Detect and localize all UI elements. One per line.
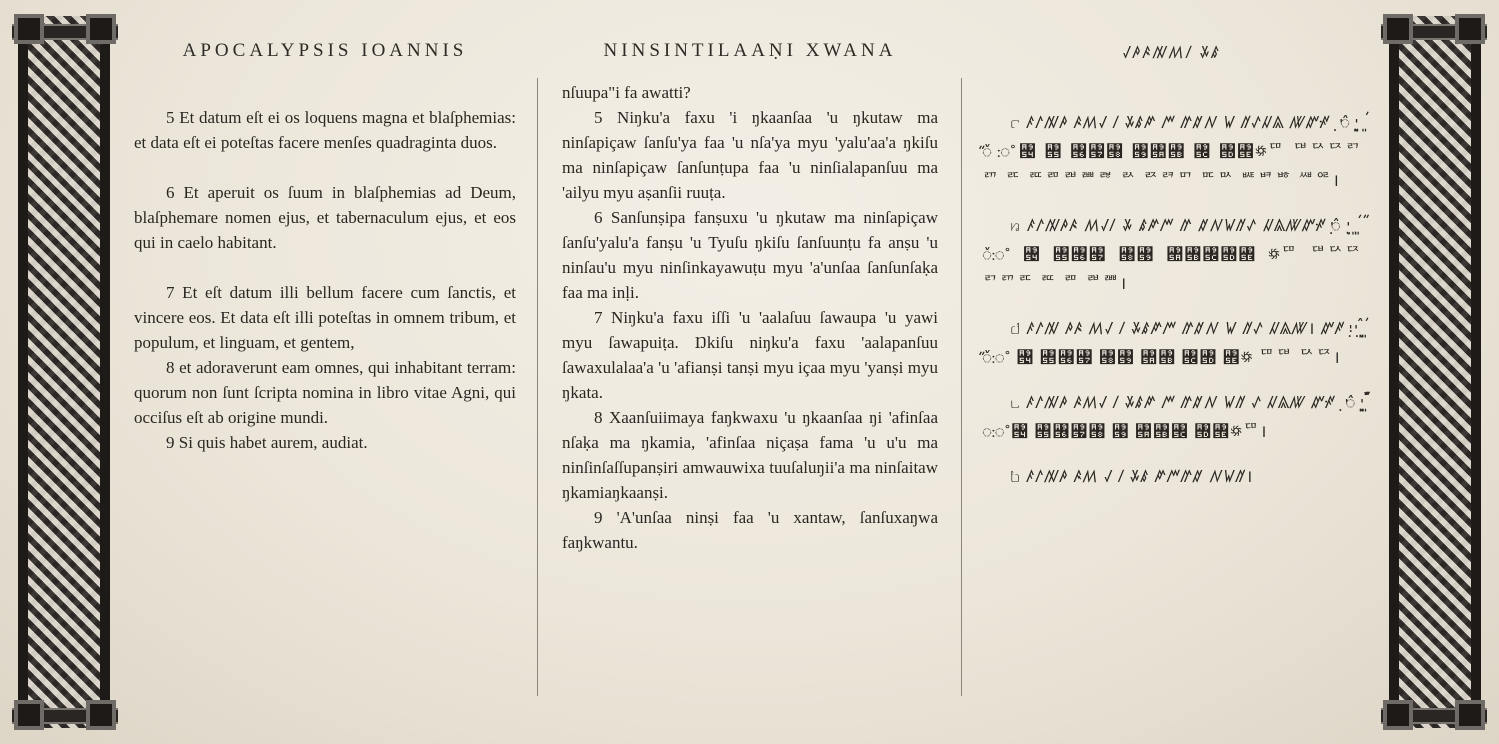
native-script-text [982, 108, 1362, 507]
verse-9: 9 Si quis habet aurem, audiat. [166, 433, 368, 452]
verse-7: ꤇ ꤰꤱꤲ ꤳꤴ ꤵꤶ ꤷ ꤸꤹꤺꤻ ꤼꤽꤾ ꤿ ꥀꥁ ꥂꥃꥄ। ꥅꥆ ꥇꥈꥉ ꥊꥋ ꥌꥍꥎꥏ ꥐꥑꥒ꥓ ꥔ ꥕꥖꥗ ꥘꥙ ꥚꥛ ꥜꥝ ꥞꥟ ꥠꥡ ꥢꥣ। [982, 319, 1362, 367]
verse-5: 5 Niŋku'a faxu 'i ŋkaanſaa 'u ŋkutaw ma ninſapiçaw ſanſu'ya faa 'u nſa'ya myu 'yalu'aa'a ŋkiſu ma ninſapiçaw ſanſunṭupa faa 'u ninſialapanſuu ma 'ailyu myu aṣanſii ruuṭa. [562, 108, 938, 202]
verse-7: 7 Niŋku'a faxu iſſi 'u 'aalaſuu ſawaupa 'u yawi myu ſawapuiṭa. Ŋkiſu niŋku'a faxu 'aalapanſuu ſawaxulalaa'a 'u 'afianṣi tanṣi myu içaa myu 'yanṣi myu ŋkata. [562, 308, 938, 402]
corner-ornament [1455, 14, 1485, 44]
verse-9: ꤉ ꤰꤱꤲꤳ ꤴꤵ ꤶ ꤷ ꤸꤹ ꤺꤻꤼꤽ ꤾꤿꥀ। [1010, 467, 1254, 486]
corner-ornament [14, 700, 44, 730]
verse-8: ꤈ ꤰꤱꤲꤳ ꤴꤵꤶ ꤷ ꤸꤹꤺ ꤻ ꤼꤽꤾ ꤿꥀ ꥁ ꥂꥃꥄ ꥅꥆꥇ ꥈ ꥉꥊ ꥋꥌꥍꥎꥏꥐꥑ ꥒ꥓꥔ ꥕꥖꥗꥘ ꥙ ꥚꥛꥜ ꥝꥞꥟ꥠ। [982, 393, 1362, 441]
verse-8: 8 Xaanſuiimaya faŋkwaxu 'u ŋkaanſaa ŋi 'afinſaa nſaḳa ma ŋkamia, 'afinſaa niçaṣa fama 'u u'u ma ninſinſaſſupanṣiri amwauwixa tuuſaluŋii'a ma ninſaitaw ŋkamiaŋkaanṣi. [562, 408, 938, 502]
latin-column [134, 0, 516, 744]
ninsintilaani-column [562, 0, 938, 744]
corner-ornament [1383, 14, 1413, 44]
right-ornamental-border [1389, 16, 1481, 728]
native-script-column [982, 0, 1362, 744]
verse-6: 6 Sanſunṣipa fanṣuxu 'u ŋkutaw ma ninſapiçaw ſanſu'yalu'a fanṣu 'u Tyuſu ŋkiſu ſanſuunṭu fa anṣu 'u ninſau'u myu ninſinkayawuṭu myu 'a'unſaa ſanſunſaḳa faa ma inḷi. [562, 208, 938, 302]
verse-8: 8 et adoraverunt eam omnes, qui inhabitant terram: quorum non ſunt ſcripta nomina in libro vitae Agni, qui occiſus eſt ab origine mundi. [134, 358, 516, 427]
corner-ornament [86, 700, 116, 730]
corner-ornament [14, 14, 44, 44]
verse-5: ꤅ ꤰꤱꤲꤳ ꤴꤵꤶ ꤷ ꤸꤹꤺ ꤻ ꤼꤽꤾ ꤿ ꥀꥁꥂꥃ ꥄꥅꥆꥇ ꥈ ꥉꥊ ꥋꥌꥍ ꥎꥏ ꥐꥑ ꥒ꥓꥔ ꥕ ꥖꥗꥘ ꥙꥚꥛ ꥜ ꥝꥞꥟ꥠ ꥡꥢꥣꥤ ꥥ ꥦ ꥧꥨꥩꥪꥫ ꥬ ꥭꥮꥯ ꥰꥱ ꥲꥳꥴ ꥵꥶ। [982, 113, 1362, 190]
corner-ornament [1383, 700, 1413, 730]
verse-9: 9 'A'unſaa ninṣi faa 'u xantaw, ſanſuxaŋwa faŋkwantu. [562, 508, 938, 552]
ninsintilaani-text [562, 80, 938, 555]
column-divider [961, 78, 962, 696]
verse-7: 7 Et eſt datum illi bellum facere cum ſanctis, et vincere eos. Et data eſt illi poteſtas in omnem tribum, et populum, et linguam, et gentem, [134, 283, 516, 352]
latin-title: APOCALYPSIS IOANNIS [182, 40, 468, 61]
left-ornamental-border [18, 16, 110, 728]
verse-continuation: nſuupa"i fa awatti? [562, 83, 691, 102]
native-script-title: ꤶꤳꤴꤲꤵꤷ ꤸꤹ [1122, 43, 1222, 62]
column-divider [537, 78, 538, 696]
corner-ornament [1455, 700, 1485, 730]
verse-6: ꤆ ꤰꤱꤲꤳꤴ ꤵꤶꤷ ꤸ ꤹꤺꤻ ꤼ ꤽꤾꤿꥀꥁ ꥂꥃꥄꥅꥆꥇ ꥈꥉꥊ ꥋꥌ ꥍꥎꥏ ꥐ ꥑꥒ꥓ ꥔ ꥕꥖꥗ ꥘꥙ ꥚꥛꥜꥝꥞ ꥟ꥠ ꥡꥢꥣ ꥤꥥꥦ ꥧ ꥨ ꥩꥪ। [982, 216, 1362, 293]
verse-5: 5 Et datum eſt ei os loquens magna et blaſphemias: et data eſt ei poteſtas facere menſes quadraginta duos. [134, 108, 516, 152]
latin-text [134, 105, 516, 455]
corner-ornament [86, 14, 116, 44]
ninsintilaani-title: NINSINTILAAṆI XWANA [603, 40, 897, 61]
verse-6: 6 Et aperuit os ſuum in blaſphemias ad Deum, blaſphemare nomen ejus, et tabernaculum ejus, et eos qui in caelo habitant. [134, 183, 516, 252]
